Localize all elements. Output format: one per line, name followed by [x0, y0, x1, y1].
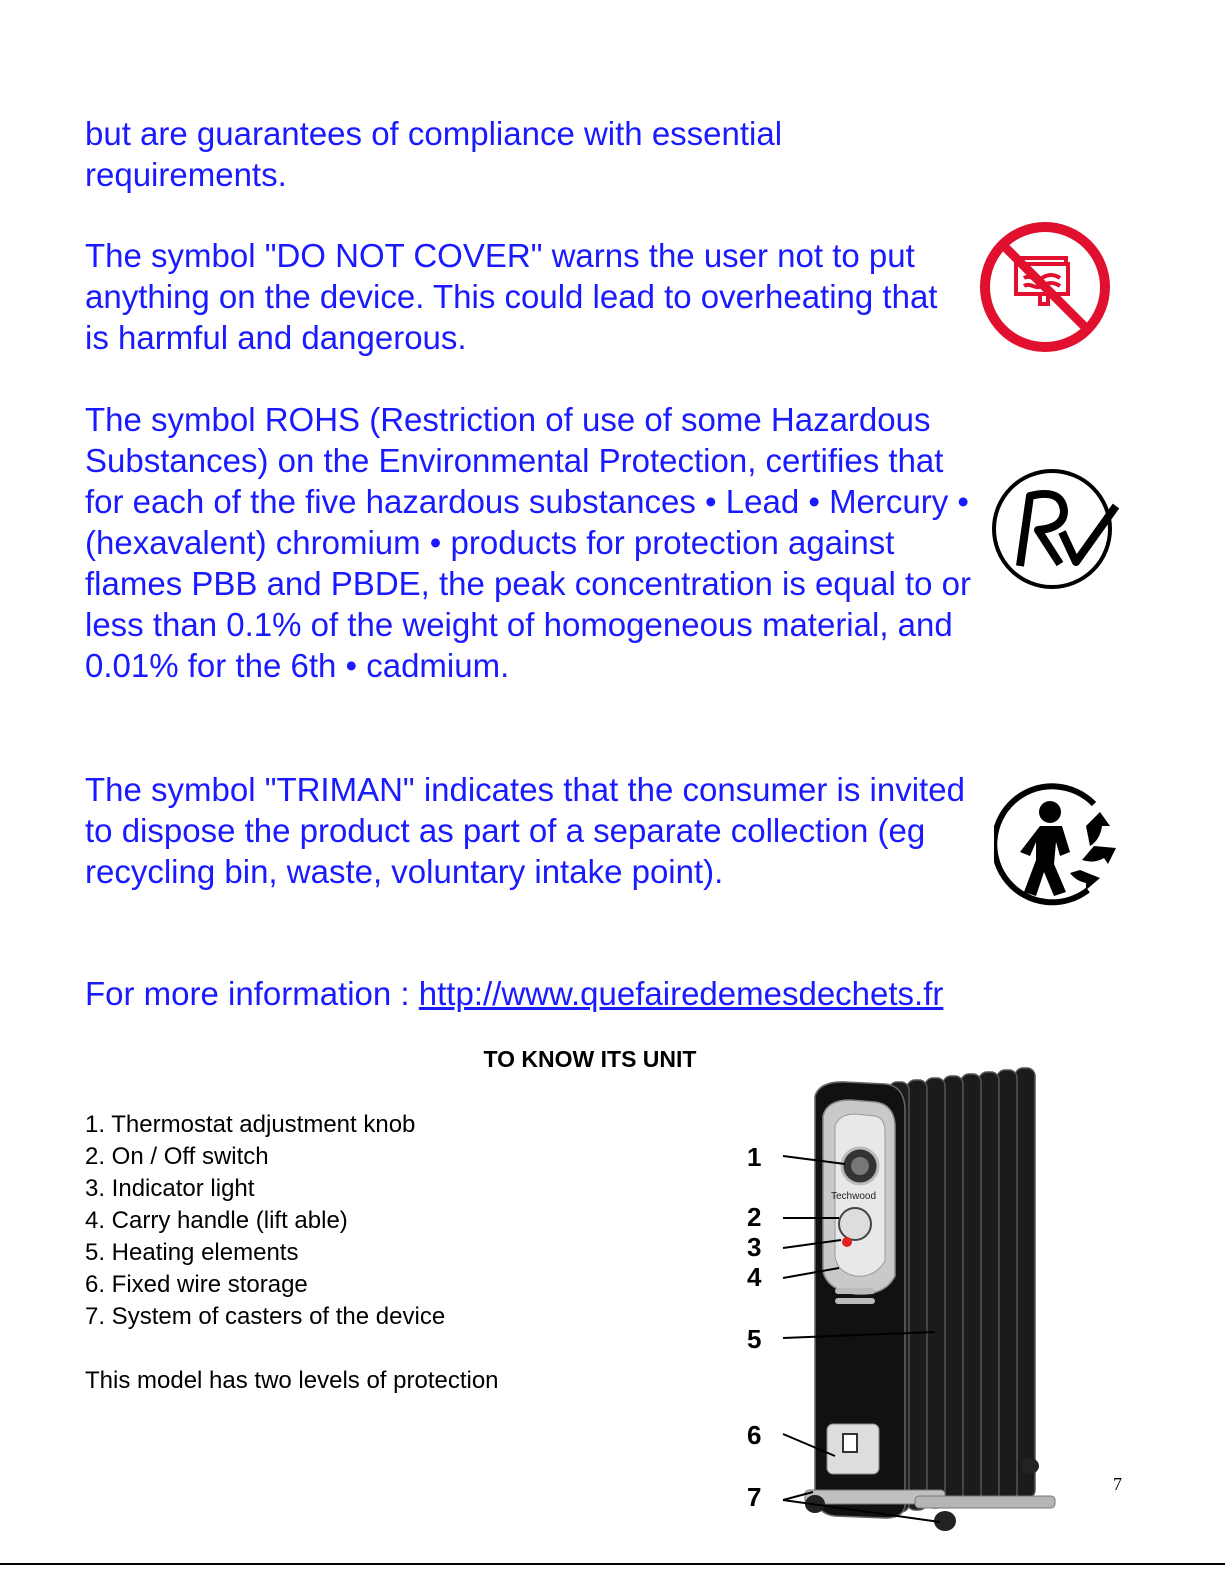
heater-figure: [735, 1056, 1135, 1541]
list-item: 1. Thermostat adjustment knob: [85, 1111, 416, 1138]
callout-6: 6: [747, 1420, 762, 1450]
more-info-link[interactable]: http://www.quefairedemesdechets.fr: [418, 975, 944, 1012]
list-item: 2. On / Off switch: [85, 1143, 269, 1170]
heating-fins: [889, 1068, 1035, 1512]
paragraph-more-info: [85, 973, 1085, 1014]
section-title: TO KNOW ITS UNIT: [483, 1046, 697, 1072]
callout-3: 3: [747, 1232, 762, 1262]
rohs-icon: [990, 466, 1120, 597]
callout-7: 7: [747, 1482, 762, 1512]
paragraph-rohs: The symbol ROHS (Restriction of use of some Hazardous Substances) on the Environmental Protection, certifies that for each of the five hazardous substances • Lead • Mercury • (hexavalent) chromium • products for protection against flames PBB and PBDE, the peak concentration is equal to or less than 0.1% of the weight of homogeneous material, and 0.01% for the 6th • cadmium.: [85, 401, 972, 684]
more-info-label: For more information :: [85, 975, 419, 1012]
paragraph-compliance: but are guarantees of compliance with essential requirements.: [85, 115, 783, 193]
parts-list: [85, 1109, 445, 1333]
protection-note: This model has two levels of protection: [85, 1367, 499, 1394]
page-number: 7: [1113, 1474, 1122, 1494]
list-item: 6. Fixed wire storage: [85, 1271, 308, 1298]
list-item: 3. Indicator light: [85, 1175, 255, 1202]
brand-label: Techwood: [831, 1191, 877, 1202]
list-item: 5. Heating elements: [85, 1239, 299, 1266]
callout-2: 2: [747, 1202, 762, 1232]
callout-5: 5: [747, 1324, 762, 1354]
do-not-cover-icon: [978, 220, 1112, 359]
callout-1: 1: [747, 1142, 762, 1172]
callout-4: 4: [747, 1262, 762, 1292]
list-item: 7. System of casters of the device: [85, 1303, 446, 1330]
triman-icon: [994, 780, 1128, 915]
bottom-rule: [0, 1563, 1225, 1565]
paragraph-triman: The symbol "TRIMAN" indicates that the consumer is invited to dispose the product as part of a separate collection (eg recycling bin, waste, voluntary intake point).: [85, 771, 965, 890]
paragraph-do-not-cover: The symbol "DO NOT COVER" warns the user not to put anything on the device. This could lead to overheating that is harmful and dangerous.: [85, 237, 938, 356]
list-item: 4. Carry handle (lift able): [85, 1207, 348, 1234]
